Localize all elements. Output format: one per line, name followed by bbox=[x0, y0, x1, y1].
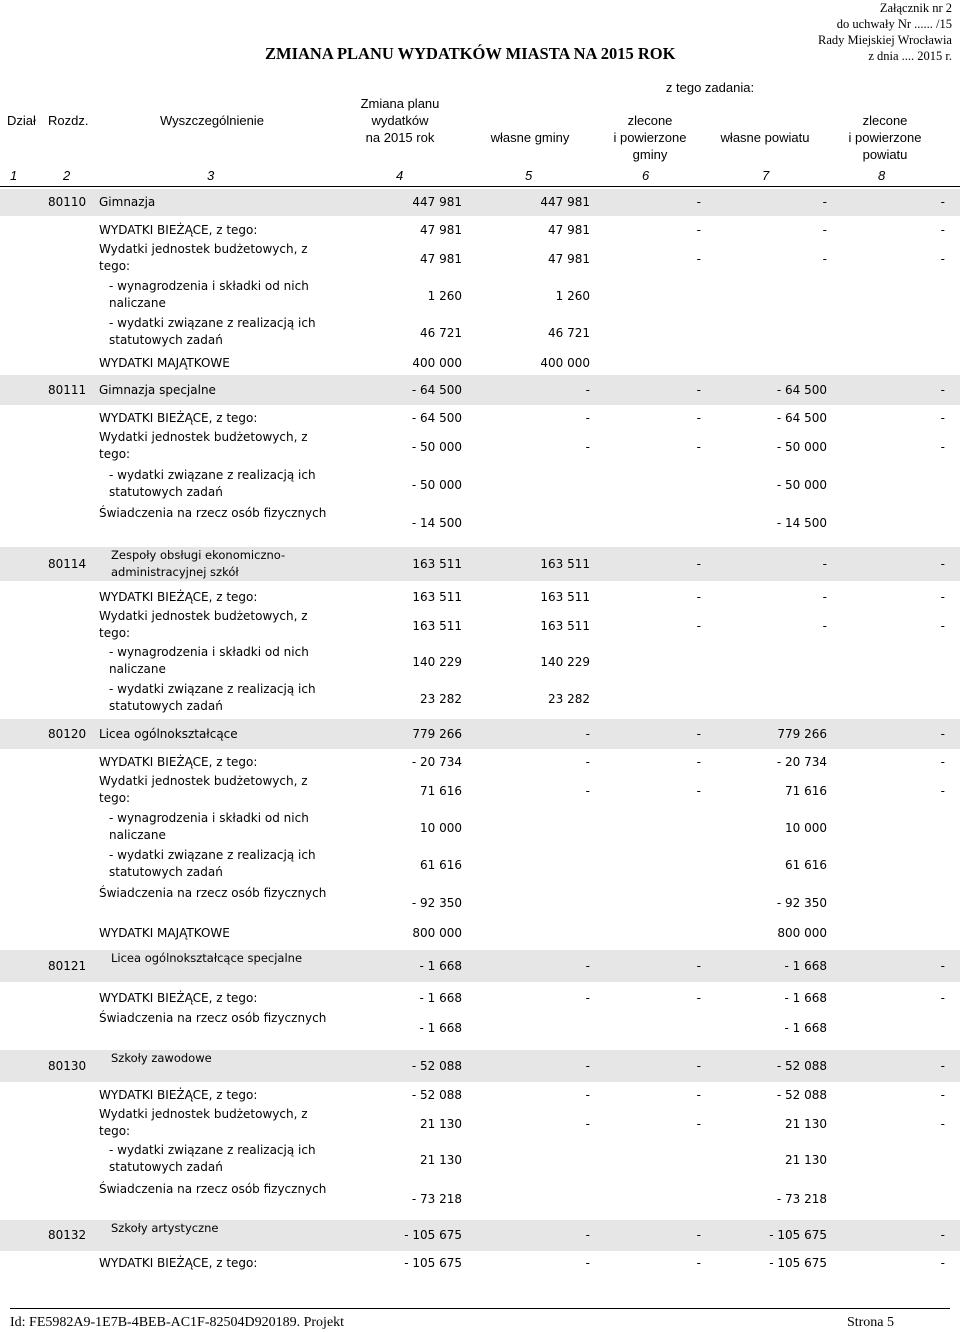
value-c7: 779 266 bbox=[777, 726, 827, 741]
value-c7: 21 130 bbox=[785, 1116, 827, 1131]
value-c4: - 1 668 bbox=[419, 958, 462, 973]
header-dzial: Dział bbox=[7, 113, 36, 128]
table-row bbox=[0, 587, 960, 607]
header-zlecone-powiatu: zlecone i powierzone powiatu bbox=[848, 113, 922, 162]
section-row bbox=[0, 547, 960, 581]
value-c7: - 50 000 bbox=[776, 439, 827, 454]
value-c6: - bbox=[696, 439, 701, 454]
value-c5: - bbox=[585, 990, 590, 1005]
value-c8: - bbox=[940, 222, 945, 237]
section-row bbox=[0, 1050, 960, 1082]
value-c7: 800 000 bbox=[777, 925, 827, 940]
value-c7: - bbox=[822, 195, 827, 209]
value-c8: - bbox=[940, 382, 945, 397]
value-c4: - 14 500 bbox=[411, 515, 462, 530]
table-row bbox=[0, 505, 960, 541]
value-c6: - bbox=[696, 726, 701, 741]
value-c4: - 92 350 bbox=[411, 895, 462, 910]
value-c7: - 105 675 bbox=[769, 1255, 827, 1270]
page-title: ZMIANA PLANU WYDATKÓW MIASTA NA 2015 ROK bbox=[265, 44, 676, 63]
row-description: Świadczenia na rzecz osób fizycznych bbox=[99, 1011, 327, 1025]
value-c4: 21 130 bbox=[420, 1152, 462, 1167]
section-row bbox=[0, 1220, 960, 1251]
row-description: Wydatki jednostek budżetowych, z tego: bbox=[99, 609, 308, 640]
value-c6: - bbox=[696, 1116, 701, 1131]
value-c7: - 64 500 bbox=[776, 382, 827, 397]
row-description: - wydatki związane z realizacją ich statutowych zadań bbox=[109, 316, 316, 347]
value-c4: - 50 000 bbox=[411, 477, 462, 492]
header-zlecone-gminy: zlecone i powierzone gminy bbox=[613, 113, 687, 162]
table-row bbox=[0, 278, 960, 314]
value-c6: - bbox=[696, 1087, 701, 1102]
row-description: - wydatki związane z realizacją ich statutowych zadań bbox=[109, 1143, 316, 1174]
value-c7: - 1 668 bbox=[784, 958, 827, 973]
row-description: WYDATKI BIEŻĄCE, z tego: bbox=[99, 1087, 258, 1102]
table-row bbox=[0, 315, 960, 351]
table-row bbox=[0, 988, 960, 1008]
value-c6: - bbox=[696, 382, 701, 397]
row-description: Wydatki jednostek budżetowych, z tego: bbox=[99, 774, 308, 805]
value-c8: - bbox=[940, 1228, 945, 1242]
row-description: Wydatki jednostek budżetowych, z tego: bbox=[99, 242, 308, 273]
value-c5: 23 282 bbox=[548, 691, 590, 706]
row-description: WYDATKI MAJĄTKOWE bbox=[99, 355, 230, 370]
value-c8: - bbox=[940, 618, 945, 633]
value-c7: - bbox=[822, 618, 827, 633]
table-row bbox=[0, 1010, 960, 1046]
attachment-line-4: z dnia .... 2015 r. bbox=[868, 49, 952, 63]
value-c6: - bbox=[696, 618, 701, 633]
value-c4: 1 260 bbox=[427, 288, 462, 303]
value-c8: - bbox=[940, 410, 945, 425]
attachment-line-3: Rady Miejskiej Wrocławia bbox=[818, 33, 952, 47]
header-wlasne-gminy: własne gminy bbox=[490, 130, 570, 145]
value-c4: - 50 000 bbox=[411, 439, 462, 454]
value-c8: - bbox=[940, 589, 945, 604]
row-description: Świadczenia na rzecz osób fizycznych bbox=[99, 506, 327, 520]
row-description: - wynagrodzenia i składki od nich naliczane bbox=[109, 811, 309, 842]
value-c5: 163 511 bbox=[540, 556, 590, 571]
value-c4: - 1 668 bbox=[419, 990, 462, 1005]
section-row bbox=[0, 375, 960, 405]
table-row bbox=[0, 1181, 960, 1217]
row-description: Wydatki jednostek budżetowych, z tego: bbox=[99, 1107, 308, 1138]
table-row bbox=[0, 885, 960, 921]
value-c7: 71 616 bbox=[785, 783, 827, 798]
value-c7: - 92 350 bbox=[776, 895, 827, 910]
value-c5: - bbox=[585, 1116, 590, 1131]
value-c5: - bbox=[585, 382, 590, 397]
footer-page-number: Strona 5 bbox=[846, 1315, 894, 1330]
value-c7: 61 616 bbox=[785, 857, 827, 872]
value-c8: - bbox=[940, 195, 945, 209]
value-c7: 21 130 bbox=[785, 1152, 827, 1167]
value-c7: - bbox=[822, 222, 827, 237]
table-row bbox=[0, 644, 960, 680]
value-c6: - bbox=[696, 195, 701, 209]
value-c8: - bbox=[940, 1116, 945, 1131]
value-c5: - bbox=[585, 958, 590, 973]
col-number-4: 4 bbox=[396, 168, 404, 183]
value-c8: - bbox=[940, 439, 945, 454]
value-c8: - bbox=[940, 958, 945, 973]
value-c4: 163 511 bbox=[412, 589, 462, 604]
value-c8: - bbox=[940, 1255, 945, 1270]
table-row bbox=[0, 1085, 960, 1105]
value-c5: 140 229 bbox=[540, 654, 590, 669]
table-row bbox=[0, 241, 960, 277]
col-number-6: 6 bbox=[642, 168, 650, 183]
header-wyszczegolnienie: Wyszczególnienie bbox=[160, 113, 264, 128]
section-row bbox=[0, 189, 960, 216]
value-c4: - 105 675 bbox=[404, 1228, 462, 1242]
value-c7: - 52 088 bbox=[776, 1087, 827, 1102]
row-description: WYDATKI BIEŻĄCE, z tego: bbox=[99, 990, 258, 1005]
value-c5: - bbox=[585, 1255, 590, 1270]
value-c4: - 64 500 bbox=[411, 410, 462, 425]
row-description: Gimnazja bbox=[99, 195, 156, 209]
value-c8: - bbox=[940, 556, 945, 571]
value-c6: - bbox=[696, 783, 701, 798]
row-description: Świadczenia na rzecz osób fizycznych bbox=[99, 1182, 327, 1196]
value-c5: - bbox=[585, 1228, 590, 1242]
table-row bbox=[0, 353, 960, 373]
table-row bbox=[0, 847, 960, 883]
row-description: - wynagrodzenia i składki od nich naliczane bbox=[109, 279, 309, 310]
value-c5: 400 000 bbox=[540, 355, 590, 370]
value-c7: - 20 734 bbox=[776, 754, 827, 769]
value-c7: - bbox=[822, 251, 827, 266]
value-c6: - bbox=[696, 1255, 701, 1270]
value-c7: - 1 668 bbox=[784, 990, 827, 1005]
value-c8: - bbox=[940, 990, 945, 1005]
value-c4: - 64 500 bbox=[411, 382, 462, 397]
attachment-line-2: do uchwały Nr ...... /15 bbox=[836, 17, 952, 31]
value-c4: 163 511 bbox=[412, 556, 462, 571]
row-description: WYDATKI BIEŻĄCE, z tego: bbox=[99, 754, 258, 769]
row-description: WYDATKI BIEŻĄCE, z tego: bbox=[99, 1255, 258, 1270]
row-description: Licea ogólnokształcące bbox=[99, 726, 238, 741]
table-row bbox=[0, 467, 960, 503]
value-c5: 47 981 bbox=[548, 222, 590, 237]
value-c6: - bbox=[696, 556, 701, 571]
attachment-line-1: Załącznik nr 2 bbox=[879, 1, 952, 15]
value-c7: - 1 668 bbox=[784, 1020, 827, 1035]
col-number-1: 1 bbox=[10, 168, 18, 183]
footer-divider bbox=[10, 1308, 950, 1309]
value-c5: - bbox=[585, 410, 590, 425]
header-rozdz: Rozdz. bbox=[48, 113, 89, 128]
value-c4: 21 130 bbox=[420, 1116, 462, 1131]
value-c7: - 73 218 bbox=[776, 1191, 827, 1206]
value-c4: 447 981 bbox=[412, 195, 462, 209]
value-c5: 163 511 bbox=[540, 618, 590, 633]
value-c4: 61 616 bbox=[420, 857, 462, 872]
row-description: - wydatki związane z realizacją ich statutowych zadań bbox=[109, 682, 316, 713]
chapter-code: 80130 bbox=[48, 1058, 87, 1073]
chapter-code: 80110 bbox=[48, 195, 87, 209]
value-c4: - 52 088 bbox=[411, 1058, 462, 1073]
value-c4: - 73 218 bbox=[411, 1191, 462, 1206]
value-c6: - bbox=[696, 251, 701, 266]
value-c8: - bbox=[940, 1058, 945, 1073]
value-c5: - bbox=[585, 1087, 590, 1102]
value-c5: 46 721 bbox=[548, 325, 590, 340]
value-c5: - bbox=[585, 1058, 590, 1073]
table-row bbox=[0, 608, 960, 644]
table-row bbox=[0, 1142, 960, 1178]
chapter-code: 80120 bbox=[48, 726, 87, 741]
value-c4: - 52 088 bbox=[411, 1087, 462, 1102]
col-number-5: 5 bbox=[525, 168, 533, 183]
table-row bbox=[0, 220, 960, 240]
value-c6: - bbox=[696, 1228, 701, 1242]
row-description: Wydatki jednostek budżetowych, z tego: bbox=[99, 430, 308, 461]
value-c4: 140 229 bbox=[412, 654, 462, 669]
value-c4: 163 511 bbox=[412, 618, 462, 633]
attachment-note bbox=[818, 0, 952, 64]
table-row bbox=[0, 1106, 960, 1142]
value-c8: - bbox=[940, 754, 945, 769]
value-c8: - bbox=[940, 783, 945, 798]
footer-document-id: Id: FE5982A9-1E7B-4BEB-AC1F-82504D920189. Projekt bbox=[10, 1315, 345, 1330]
table-row bbox=[0, 408, 960, 428]
value-c6: - bbox=[696, 589, 701, 604]
value-c6: - bbox=[696, 958, 701, 973]
value-c7: - bbox=[822, 589, 827, 604]
value-c5: 47 981 bbox=[548, 251, 590, 266]
table-row bbox=[0, 773, 960, 809]
value-c4: - 1 668 bbox=[419, 1020, 462, 1035]
value-c4: 46 721 bbox=[420, 325, 462, 340]
value-c6: - bbox=[696, 1058, 701, 1073]
value-c4: - 105 675 bbox=[404, 1255, 462, 1270]
row-description: Gimnazja specjalne bbox=[99, 382, 216, 397]
value-c4: 800 000 bbox=[412, 925, 462, 940]
value-c6: - bbox=[696, 410, 701, 425]
table-row bbox=[0, 681, 960, 717]
row-description: - wydatki związane z realizacją ich statutowych zadań bbox=[109, 848, 316, 879]
row-description: Zespoły obsługi ekonomiczno-administracyjnej szkół bbox=[111, 548, 286, 579]
value-c4: 400 000 bbox=[412, 355, 462, 370]
row-description: - wynagrodzenia i składki od nich naliczane bbox=[109, 645, 309, 676]
table-row bbox=[0, 810, 960, 846]
section-row bbox=[0, 950, 960, 982]
value-c7: - 14 500 bbox=[776, 515, 827, 530]
chapter-code: 80121 bbox=[48, 958, 87, 973]
column-numbers-row bbox=[0, 168, 960, 187]
row-description: Świadczenia na rzecz osób fizycznych bbox=[99, 886, 327, 900]
value-c6: - bbox=[696, 754, 701, 769]
row-description: Licea ogólnokształcące specjalne bbox=[111, 951, 303, 965]
table-row bbox=[0, 923, 960, 943]
value-c5: - bbox=[585, 754, 590, 769]
value-c4: 47 981 bbox=[420, 222, 462, 237]
value-c5: 163 511 bbox=[540, 589, 590, 604]
value-c8: - bbox=[940, 251, 945, 266]
value-c4: 71 616 bbox=[420, 783, 462, 798]
value-c7: - 64 500 bbox=[776, 410, 827, 425]
row-description: WYDATKI BIEŻĄCE, z tego: bbox=[99, 589, 258, 604]
section-row bbox=[0, 719, 960, 749]
value-c7: - 52 088 bbox=[776, 1058, 827, 1073]
value-c5: - bbox=[585, 783, 590, 798]
value-c5: - bbox=[585, 726, 590, 741]
table-row bbox=[0, 1253, 960, 1273]
value-c5: - bbox=[585, 439, 590, 454]
chapter-code: 80132 bbox=[48, 1228, 87, 1242]
value-c4: 779 266 bbox=[412, 726, 462, 741]
value-c5: 447 981 bbox=[540, 195, 590, 209]
col-number-8: 8 bbox=[878, 168, 886, 183]
table-row bbox=[0, 429, 960, 465]
header-zmiana-planu: Zmiana planu wydatków na 2015 rok bbox=[360, 96, 440, 145]
row-description: WYDATKI BIEŻĄCE, z tego: bbox=[99, 410, 258, 425]
row-description: Szkoły zawodowe bbox=[111, 1051, 212, 1065]
value-c5: 1 260 bbox=[555, 288, 590, 303]
value-c7: 10 000 bbox=[785, 820, 827, 835]
row-description: WYDATKI MAJĄTKOWE bbox=[99, 925, 230, 940]
value-c7: - 50 000 bbox=[776, 477, 827, 492]
row-description: WYDATKI BIEŻĄCE, z tego: bbox=[99, 222, 258, 237]
value-c4: 47 981 bbox=[420, 251, 462, 266]
header-wlasne-powiatu: własne powiatu bbox=[720, 130, 810, 145]
value-c6: - bbox=[696, 222, 701, 237]
value-c4: - 20 734 bbox=[411, 754, 462, 769]
chapter-code: 80111 bbox=[48, 382, 87, 397]
value-c4: 10 000 bbox=[420, 820, 462, 835]
value-c6: - bbox=[696, 990, 701, 1005]
table-row bbox=[0, 752, 960, 772]
row-description: - wydatki związane z realizacją ich statutowych zadań bbox=[109, 468, 316, 499]
header-z-tego-zadania: z tego zadania: bbox=[665, 80, 755, 95]
col-number-7: 7 bbox=[762, 168, 770, 183]
value-c8: - bbox=[940, 726, 945, 741]
col-number-2: 2 bbox=[63, 168, 71, 183]
chapter-code: 80114 bbox=[48, 556, 87, 571]
value-c7: - bbox=[822, 556, 827, 571]
row-description: Szkoły artystyczne bbox=[111, 1221, 219, 1235]
col-number-3: 3 bbox=[207, 168, 215, 183]
value-c8: - bbox=[940, 1087, 945, 1102]
value-c4: 23 282 bbox=[420, 691, 462, 706]
value-c7: - 105 675 bbox=[769, 1228, 827, 1242]
